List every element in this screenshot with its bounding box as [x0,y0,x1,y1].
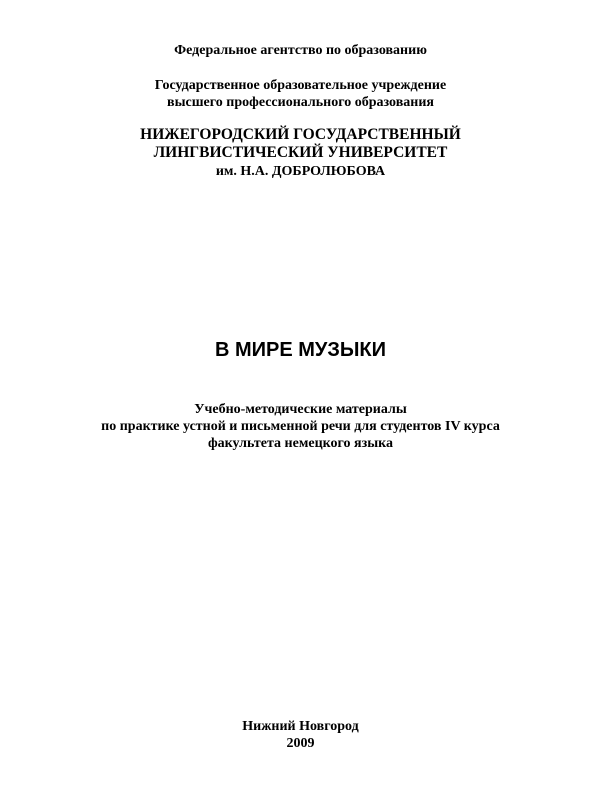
publication-year: 2009 [286,736,315,751]
subtitle-line1: Учебно-методические материалы [194,402,407,417]
subtitle-line3: факультета немецкого языка [207,436,394,451]
agency-name: Федеральное агентство по образованию [174,43,427,58]
university-name-line2: ЛИНГВИСТИЧЕСКИЙ УНИВЕРСИТЕТ [153,144,448,161]
institution-type-line2: высшего профессионального образования [167,95,434,110]
institution-type-line1: Государственное образовательное учреждение [154,78,447,93]
document-title: В МИРЕ МУЗЫКИ [214,339,387,361]
university-name-line1: НИЖЕГОРОДСКИЙ ГОСУДАРСТВЕННЫЙ [140,126,461,143]
university-name-line3: им. Н.А. ДОБРОЛЮБОВА [215,164,386,179]
subtitle-line2: по практике устной и письменной речи для студентов IV курса [101,419,500,434]
publication-city: Нижний Новгород [242,719,359,734]
